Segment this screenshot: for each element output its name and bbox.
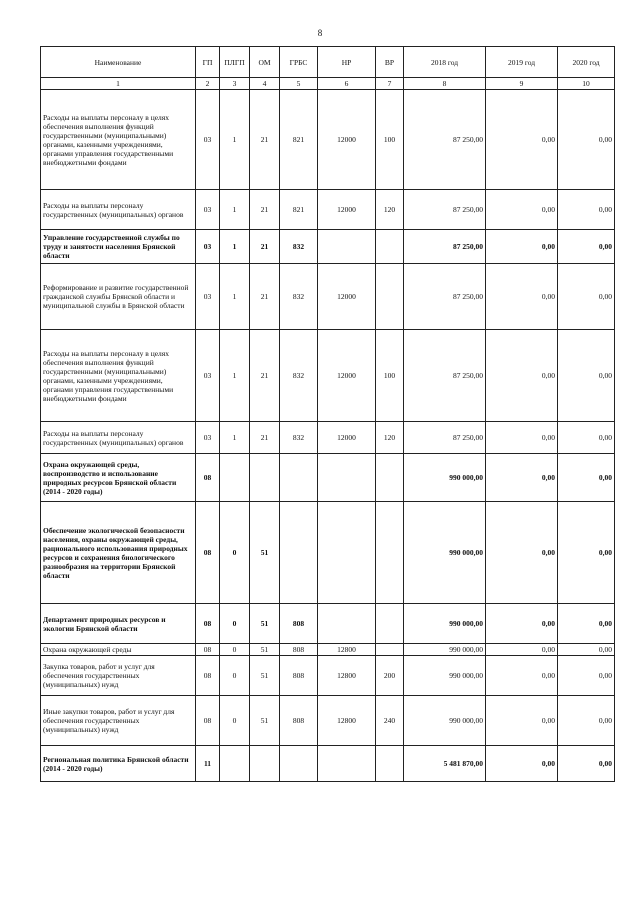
plgp-cell: 0 [220, 656, 250, 696]
column-number: 2 [196, 78, 220, 90]
header-2019: 2019 год [486, 47, 558, 78]
gp-cell: 03 [196, 422, 220, 454]
row-name-cell: Региональная политика Брянской области (2014 - 2020 годы) [41, 746, 196, 782]
om-cell [250, 746, 280, 782]
amount-2019-cell: 0,00 [486, 190, 558, 230]
grbs-cell: 821 [280, 190, 318, 230]
column-number: 3 [220, 78, 250, 90]
grbs-cell [280, 746, 318, 782]
om-cell: 51 [250, 604, 280, 644]
header-gp: ГП [196, 47, 220, 78]
plgp-cell: 0 [220, 502, 250, 604]
nr-cell [318, 454, 376, 502]
table-row [41, 502, 615, 604]
plgp-cell: 1 [220, 230, 250, 264]
om-cell: 21 [250, 264, 280, 330]
page-number: 8 [317, 28, 323, 38]
nr-cell: 12800 [318, 644, 376, 656]
grbs-cell: 832 [280, 422, 318, 454]
vr-cell [376, 746, 404, 782]
table-row [41, 422, 615, 454]
plgp-cell: 1 [220, 90, 250, 190]
header-name: Наименование [41, 47, 196, 78]
table-row [41, 264, 615, 330]
row-name-cell: Охрана окружающей среды [41, 644, 196, 656]
vr-cell: 200 [376, 656, 404, 696]
header-2018: 2018 год [404, 47, 486, 78]
amount-2018-cell: 990 000,00 [404, 502, 486, 604]
gp-cell: 03 [196, 230, 220, 264]
amount-2019-cell: 0,00 [486, 644, 558, 656]
om-cell: 51 [250, 656, 280, 696]
table-row [41, 696, 615, 746]
amount-2018-cell: 87 250,00 [404, 230, 486, 264]
table-row [41, 454, 615, 502]
table-row [41, 190, 615, 230]
amount-2018-cell: 87 250,00 [404, 422, 486, 454]
amount-2020-cell: 0,00 [558, 604, 615, 644]
grbs-cell: 821 [280, 90, 318, 190]
row-name-cell: Обеспечение экологической безопасности населения, охраны окружающей среды, рационального использования природных ресурсов и сохранения биологического разнообразия на территории Брянской области [41, 502, 196, 604]
amount-2019-cell: 0,00 [486, 230, 558, 264]
table-row [41, 330, 615, 422]
header-plgp: ПЛГП [220, 47, 250, 78]
amount-2020-cell: 0,00 [558, 90, 615, 190]
column-number: 7 [376, 78, 404, 90]
om-cell: 21 [250, 230, 280, 264]
om-cell: 51 [250, 644, 280, 656]
om-cell: 51 [250, 696, 280, 746]
column-number: 8 [404, 78, 486, 90]
column-number: 1 [41, 78, 196, 90]
amount-2019-cell: 0,00 [486, 696, 558, 746]
vr-cell: 120 [376, 422, 404, 454]
amount-2019-cell: 0,00 [486, 656, 558, 696]
table-row [41, 90, 615, 190]
grbs-cell: 808 [280, 656, 318, 696]
vr-cell [376, 644, 404, 656]
amount-2019-cell: 0,00 [486, 422, 558, 454]
om-cell: 21 [250, 90, 280, 190]
amount-2019-cell: 0,00 [486, 502, 558, 604]
vr-cell [376, 230, 404, 264]
vr-cell: 120 [376, 190, 404, 230]
grbs-cell [280, 502, 318, 604]
amount-2020-cell: 0,00 [558, 190, 615, 230]
grbs-cell: 808 [280, 644, 318, 656]
column-number: 4 [250, 78, 280, 90]
plgp-cell [220, 746, 250, 782]
plgp-cell: 0 [220, 644, 250, 656]
amount-2018-cell: 990 000,00 [404, 454, 486, 502]
amount-2019-cell: 0,00 [486, 264, 558, 330]
gp-cell: 03 [196, 330, 220, 422]
vr-cell: 100 [376, 330, 404, 422]
nr-cell: 12800 [318, 696, 376, 746]
nr-cell [318, 746, 376, 782]
amount-2019-cell: 0,00 [486, 604, 558, 644]
nr-cell: 12800 [318, 656, 376, 696]
gp-cell: 08 [196, 604, 220, 644]
amount-2020-cell: 0,00 [558, 454, 615, 502]
gp-cell: 08 [196, 502, 220, 604]
amount-2020-cell: 0,00 [558, 230, 615, 264]
vr-cell: 100 [376, 90, 404, 190]
column-number: 5 [280, 78, 318, 90]
amount-2019-cell: 0,00 [486, 454, 558, 502]
row-name-cell: Расходы на выплаты персоналу в целях обеспечения выполнения функций государственными (муниципальными) органами, казенными учреждениями, органами управления государственными внебюджетными фондами [41, 90, 196, 190]
header-vr: ВР [376, 47, 404, 78]
vr-cell [376, 264, 404, 330]
om-cell [250, 454, 280, 502]
nr-cell [318, 604, 376, 644]
amount-2018-cell: 87 250,00 [404, 190, 486, 230]
plgp-cell: 1 [220, 422, 250, 454]
header-2020: 2020 год [558, 47, 615, 78]
gp-cell: 03 [196, 264, 220, 330]
nr-cell: 12000 [318, 330, 376, 422]
amount-2020-cell: 0,00 [558, 746, 615, 782]
amount-2019-cell: 0,00 [486, 90, 558, 190]
nr-cell: 12000 [318, 90, 376, 190]
om-cell: 21 [250, 190, 280, 230]
gp-cell: 08 [196, 656, 220, 696]
header-om: ОМ [250, 47, 280, 78]
amount-2020-cell: 0,00 [558, 330, 615, 422]
om-cell: 21 [250, 330, 280, 422]
amount-2020-cell: 0,00 [558, 656, 615, 696]
plgp-cell: 1 [220, 264, 250, 330]
amount-2018-cell: 87 250,00 [404, 90, 486, 190]
column-number-row [41, 78, 615, 90]
table-row [41, 746, 615, 782]
gp-cell: 08 [196, 644, 220, 656]
om-cell: 21 [250, 422, 280, 454]
amount-2018-cell: 87 250,00 [404, 264, 486, 330]
row-name-cell: Реформирование и развитие государственной гражданской службы Брянской области и муниципальной службы в Брянской области [41, 264, 196, 330]
amount-2020-cell: 0,00 [558, 264, 615, 330]
amount-2018-cell: 990 000,00 [404, 604, 486, 644]
plgp-cell: 0 [220, 604, 250, 644]
amount-2018-cell: 5 481 870,00 [404, 746, 486, 782]
header-nr: НР [318, 47, 376, 78]
nr-cell: 12000 [318, 422, 376, 454]
plgp-cell: 0 [220, 696, 250, 746]
amount-2020-cell: 0,00 [558, 696, 615, 746]
grbs-cell: 808 [280, 604, 318, 644]
vr-cell [376, 604, 404, 644]
table-row [41, 644, 615, 656]
row-name-cell: Управление государственной службы по труду и занятости населения Брянской области [41, 230, 196, 264]
grbs-cell: 832 [280, 264, 318, 330]
amount-2019-cell: 0,00 [486, 330, 558, 422]
column-number: 9 [486, 78, 558, 90]
om-cell: 51 [250, 502, 280, 604]
grbs-cell: 832 [280, 230, 318, 264]
gp-cell: 03 [196, 90, 220, 190]
nr-cell [318, 230, 376, 264]
row-name-cell: Охрана окружающей среды, воспроизводство и использование природных ресурсов Брянской области (2014 - 2020 годы) [41, 454, 196, 502]
nr-cell: 12000 [318, 190, 376, 230]
gp-cell: 08 [196, 696, 220, 746]
amount-2018-cell: 990 000,00 [404, 644, 486, 656]
table-row [41, 230, 615, 264]
plgp-cell [220, 454, 250, 502]
row-name-cell: Департамент природных ресурсов и экологии Брянской области [41, 604, 196, 644]
grbs-cell [280, 454, 318, 502]
vr-cell [376, 502, 404, 604]
column-number: 10 [558, 78, 615, 90]
amount-2020-cell: 0,00 [558, 422, 615, 454]
grbs-cell: 832 [280, 330, 318, 422]
table-row [41, 604, 615, 644]
nr-cell [318, 502, 376, 604]
amount-2020-cell: 0,00 [558, 644, 615, 656]
vr-cell [376, 454, 404, 502]
header-grbs: ГРБС [280, 47, 318, 78]
gp-cell: 08 [196, 454, 220, 502]
header-row [41, 47, 615, 78]
table-row [41, 656, 615, 696]
column-number: 6 [318, 78, 376, 90]
row-name-cell: Расходы на выплаты персоналу государственных (муниципальных) органов [41, 190, 196, 230]
grbs-cell: 808 [280, 696, 318, 746]
row-name-cell: Расходы на выплаты персоналу государственных (муниципальных) органов [41, 422, 196, 454]
plgp-cell: 1 [220, 190, 250, 230]
amount-2018-cell: 87 250,00 [404, 330, 486, 422]
amount-2019-cell: 0,00 [486, 746, 558, 782]
vr-cell: 240 [376, 696, 404, 746]
gp-cell: 11 [196, 746, 220, 782]
row-name-cell: Расходы на выплаты персоналу в целях обеспечения выполнения функций государственными (муниципальными) органами, казенными учреждениями, органами управления государственными внебюджетными фондами [41, 330, 196, 422]
amount-2018-cell: 990 000,00 [404, 696, 486, 746]
plgp-cell: 1 [220, 330, 250, 422]
row-name-cell: Иные закупки товаров, работ и услуг для обеспечения государственных (муниципальных) нужд [41, 696, 196, 746]
amount-2020-cell: 0,00 [558, 502, 615, 604]
amount-2018-cell: 990 000,00 [404, 656, 486, 696]
row-name-cell: Закупка товаров, работ и услуг для обеспечения государственных (муниципальных) нужд [41, 656, 196, 696]
nr-cell: 12000 [318, 264, 376, 330]
gp-cell: 03 [196, 190, 220, 230]
budget-table [40, 46, 615, 782]
